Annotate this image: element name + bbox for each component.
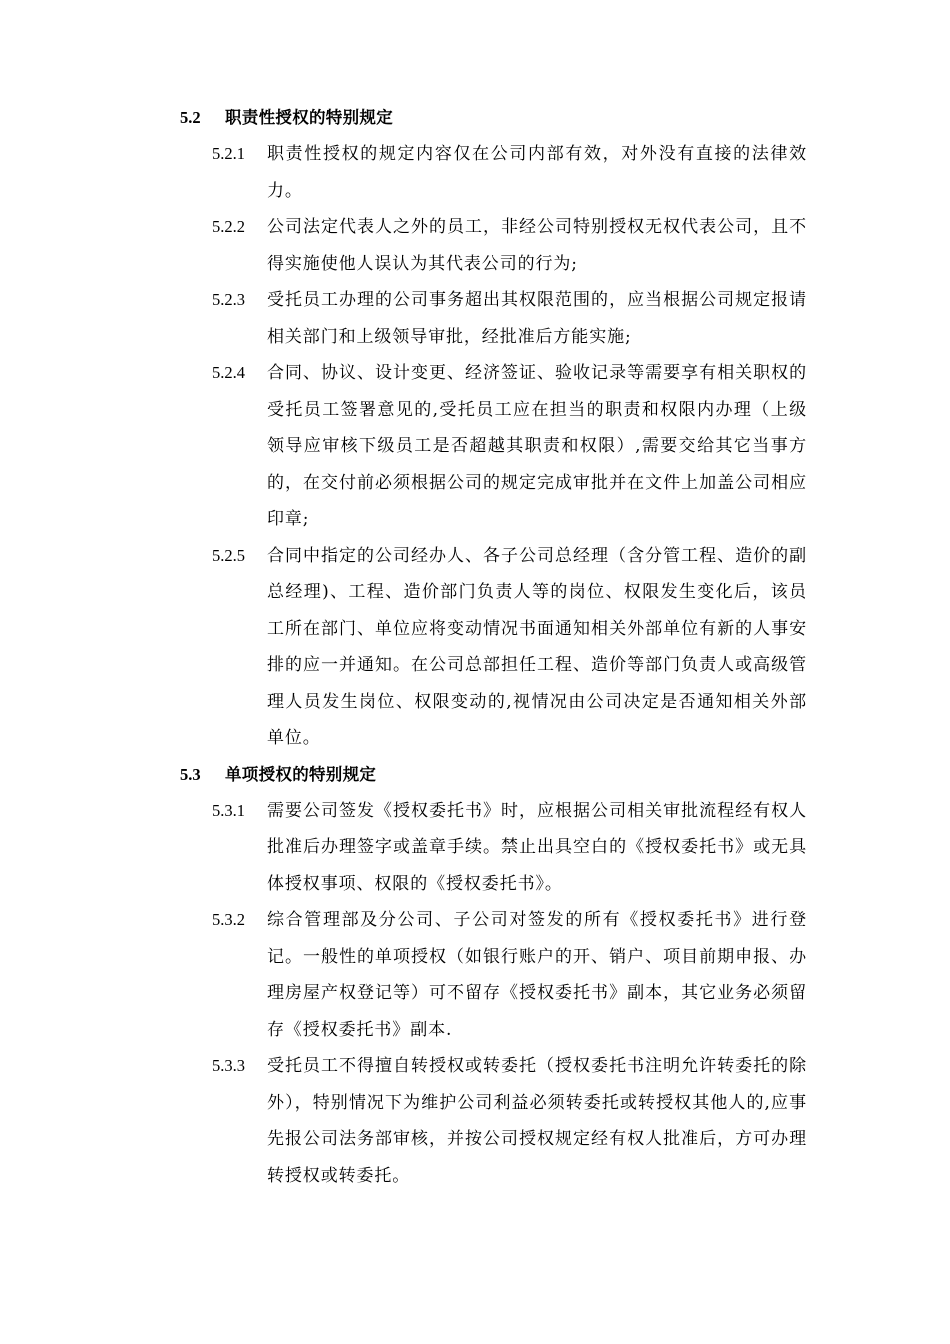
clause-number: 5.2.1	[212, 144, 245, 163]
section-number: 5.3	[180, 764, 201, 784]
clause-5-2-4	[212, 355, 820, 538]
clause-text: 受托员工不得擅自转授权或转委托（授权委托书注明允许转委托的除外），特别情况下为维护公司利益必须转委托或转授权其他人的,应事先报公司法务部审核，并按公司授权规定经有权人批准后，方可办理转授权或转委托。	[267, 1056, 807, 1186]
document-content	[180, 100, 820, 1194]
clause-text: 合同中指定的公司经办人、各子公司总经理（含分管工程、造价的副总经理)、工程、造价部门负责人等的岗位、权限发生变化后，该员工所在部门、单位应将变动情况书面通知相关外部单位有新的人事安排的应一并通知。在公司总部担任工程、造价等部门负责人或高级管理人员发生岗位、权限变动的,视情况由公司决定是否通知相关外部单位。	[267, 545, 807, 748]
clause-number: 5.2.4	[212, 363, 245, 382]
section-heading	[180, 757, 820, 793]
clause-text: 综合管理部及分公司、子公司对签发的所有《授权委托书》进行登记。一般性的单项授权（如银行账户的开、销户、项目前期申报、办理房屋产权登记等）可不留存《授权委托书》副本，其它业务必须留存《授权委托书》副本.	[267, 910, 807, 1040]
clause-5-2-2	[212, 209, 820, 282]
clause-5-3-1	[212, 793, 820, 903]
clause-number: 5.2.2	[212, 217, 245, 236]
clause-number: 5.3.3	[212, 1056, 245, 1075]
section-heading	[180, 100, 820, 136]
clause-number: 5.3.2	[212, 910, 245, 929]
clause-number: 5.2.5	[212, 545, 245, 565]
clause-5-2-5	[212, 538, 820, 757]
clause-number: 5.2.3	[212, 290, 245, 309]
clause-5-2-1	[212, 136, 820, 209]
section-title: 单项授权的特别规定	[225, 764, 377, 784]
clause-5-3-3	[212, 1048, 820, 1194]
clause-text: 受托员工办理的公司事务超出其权限范围的，应当根据公司规定报请相关部门和上级领导审批，经批准后方能实施;	[267, 290, 807, 347]
clause-text: 职责性授权的规定内容仅在公司内部有效，对外没有直接的法律效力。	[267, 144, 807, 201]
clause-text: 公司法定代表人之外的员工，非经公司特别授权无权代表公司，且不得实施使他人误认为其代表公司的行为;	[267, 217, 807, 274]
clause-text: 合同、协议、设计变更、经济签证、验收记录等需要享有相关职权的受托员工签署意见的,受托员工应在担当的职责和权限内办理（上级领导应审核下级员工是否超越其职责和权限）,需要交给其它当事方的，在交付前必须根据公司的规定完成审批并在文件上加盖公司相应印章;	[267, 363, 807, 529]
clause-number: 5.3.1	[212, 800, 245, 820]
clause-5-3-2	[212, 902, 820, 1048]
section-title: 职责性授权的特别规定	[225, 108, 393, 127]
section-5-3	[180, 757, 820, 1195]
section-number: 5.2	[180, 108, 201, 127]
clause-5-2-3	[212, 282, 820, 355]
clause-text: 需要公司签发《授权委托书》时，应根据公司相关审批流程经有权人批准后办理签字或盖章手续。禁止出具空白的《授权委托书》或无具体授权事项、权限的《授权委托书》。	[267, 800, 807, 894]
section-5-2	[180, 100, 820, 757]
